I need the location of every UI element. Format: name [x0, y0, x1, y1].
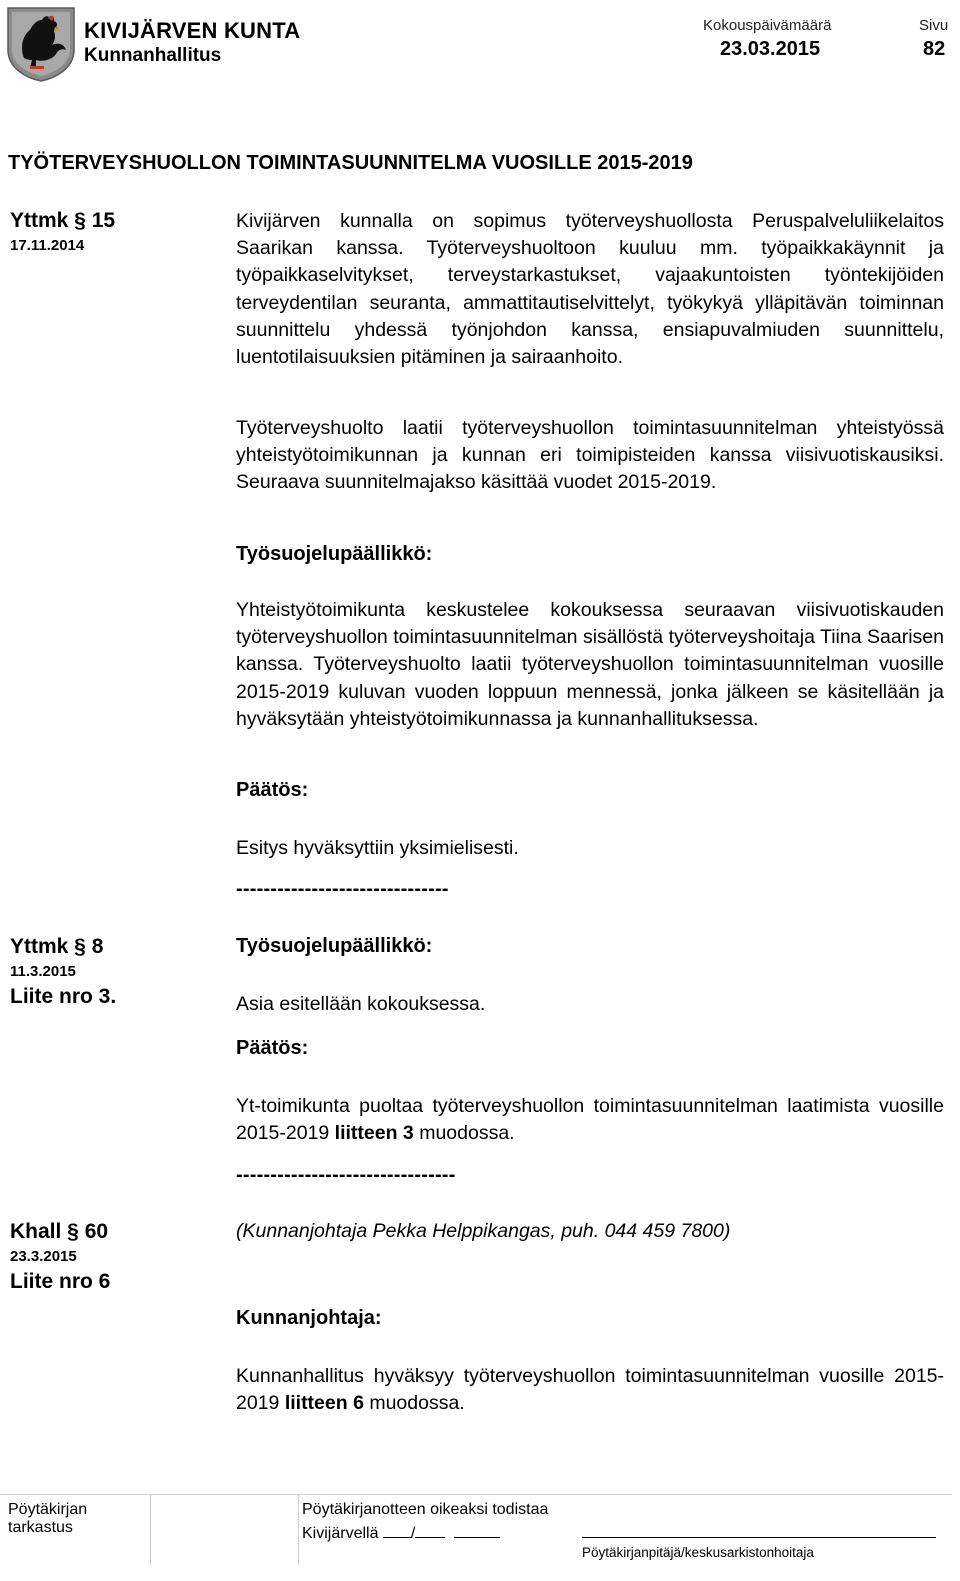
section3-reference: Khall § 60 [10, 1220, 109, 1243]
section2-separator: -------------------------------- [236, 1164, 456, 1186]
section1-heading: Työsuojelupäällikkö: [236, 543, 433, 565]
section1-date: 17.11.2014 [10, 237, 85, 254]
date-slash: / [410, 1525, 416, 1542]
governing-body-name: Kunnanhallitus [84, 45, 222, 66]
footer-column-blank [150, 1495, 299, 1565]
meeting-date-label: Kokouspäivämäärä [703, 17, 832, 34]
section2-date: 11.3.2015 [10, 963, 76, 980]
section2-heading: Työsuojelupäällikkö: [236, 935, 433, 957]
month-blank [415, 1523, 445, 1538]
section3-date: 23.3.2015 [10, 1248, 77, 1265]
certify-label: Pöytäkirjanotteen oikeaksi todistaa [302, 1501, 549, 1518]
section2-decision-pre: Yt-toimikunta puoltaa työterveyshuollon toimintasuunnitelman laatimista vuosille 2015-2019 [236, 1095, 944, 1145]
footer-column-review [0, 1495, 151, 1565]
section3-decision-bold: liitteen 6 [284, 1392, 364, 1415]
coat-of-arms-logo-icon [6, 6, 76, 82]
document-title: TYÖTERVEYSHUOLLON TOIMINTASUUNNITELMA VUOSILLE 2015-2019 [8, 152, 693, 174]
section1-paragraph-1: Kivijärven kunnalla on sopimus työterveyshuollosta Peruspalveluliikelaitos Saarikan kanssa. Työterveyshuoltoon kuuluu mm. työpaikkakäynnit ja työpaikkaselvitykset, terveystarkastukset, vajaakuntoisten työntekijöiden terveydentilan seuranta, ammattitautiselvittelyt, työkykyä ylläpitävän toiminnan suunnittelu yhdessä työnjohdon kanssa, ensiapuvalmiuden suunnittelu, luentotilaisuuksien pitäminen ja sairaanhoito. [236, 210, 944, 369]
page-number: 82 [923, 38, 946, 60]
section2-paragraph-1: Asia esitellään kokouksessa. [236, 993, 486, 1015]
section1-decision-text: Esitys hyväksyttiin yksimielisesti. [236, 837, 519, 859]
signature-footer [0, 1494, 952, 1565]
section1-separator: ------------------------------- [236, 878, 449, 900]
year-blank [454, 1523, 500, 1538]
section2-decision-bold: liitteen 3 [334, 1122, 414, 1145]
section2-reference: Yttmk § 8 [10, 935, 104, 958]
section3-decision-post: muodossa. [363, 1392, 465, 1415]
section3-decision-pre: Kunnanhallitus hyväksyy työterveyshuollon toimintasuunnitelman vuosille 2015-2019 [236, 1365, 944, 1415]
place-date-line [302, 1523, 500, 1543]
section3-attachment: Liite nro 6 [10, 1270, 111, 1293]
section1-decision-heading: Päätös: [236, 779, 309, 801]
section1-paragraph-2: Työterveyshuolto laatii työterveyshuollon toimintasuunnitelman yhteistyössä yhteistyötoimikunnan ja kunnan eri toimipisteiden kanssa viisivuotiskausiksi. Seuraava suunnitelmajakso käsittää vuodet 2015-2019. [236, 417, 944, 494]
section2-decision-text [236, 1093, 944, 1147]
signer-role: Pöytäkirjanpitäjä/keskusarkistonhoitaja [582, 1545, 814, 1560]
review-label: Pöytäkirjan tarkastus [8, 1501, 88, 1536]
section3-decision-text [236, 1363, 944, 1417]
place-label: Kivijärvellä [302, 1525, 379, 1542]
organization-name: KIVIJÄRVEN KUNTA [84, 18, 301, 43]
day-blank [383, 1523, 411, 1538]
section3-heading: Kunnanjohtaja: [236, 1307, 382, 1329]
section2-attachment: Liite nro 3. [10, 985, 117, 1008]
signature-line [582, 1537, 936, 1538]
section1-reference: Yttmk § 15 [10, 209, 116, 232]
section2-decision-post: muodossa. [413, 1122, 515, 1145]
meeting-date-value: 23.03.2015 [720, 38, 821, 60]
section2-decision-heading: Päätös: [236, 1037, 309, 1059]
section3-contact: (Kunnanjohtaja Pekka Helppikangas, puh. 044 459 7800) [236, 1220, 731, 1242]
page-label: Sivu [919, 17, 949, 34]
section1-paragraph-3: Yhteistyötoimikunta keskustelee kokouksessa seuraavan viisivuotiskauden työterveyshuollon toimintasuunnitelman sisällöstä työterveyshoitaja Tiina Saarisen kanssa. Työterveyshuolto laatii työterveyshuollon toimintasuunnitelman vuosille 2015-2019 kuluvan vuoden loppuun mennessä, jonka jälkeen se käsitellään ja hyväksytään yhteistyötoimikunnassa ja kunnanhallituksessa. [236, 599, 944, 730]
